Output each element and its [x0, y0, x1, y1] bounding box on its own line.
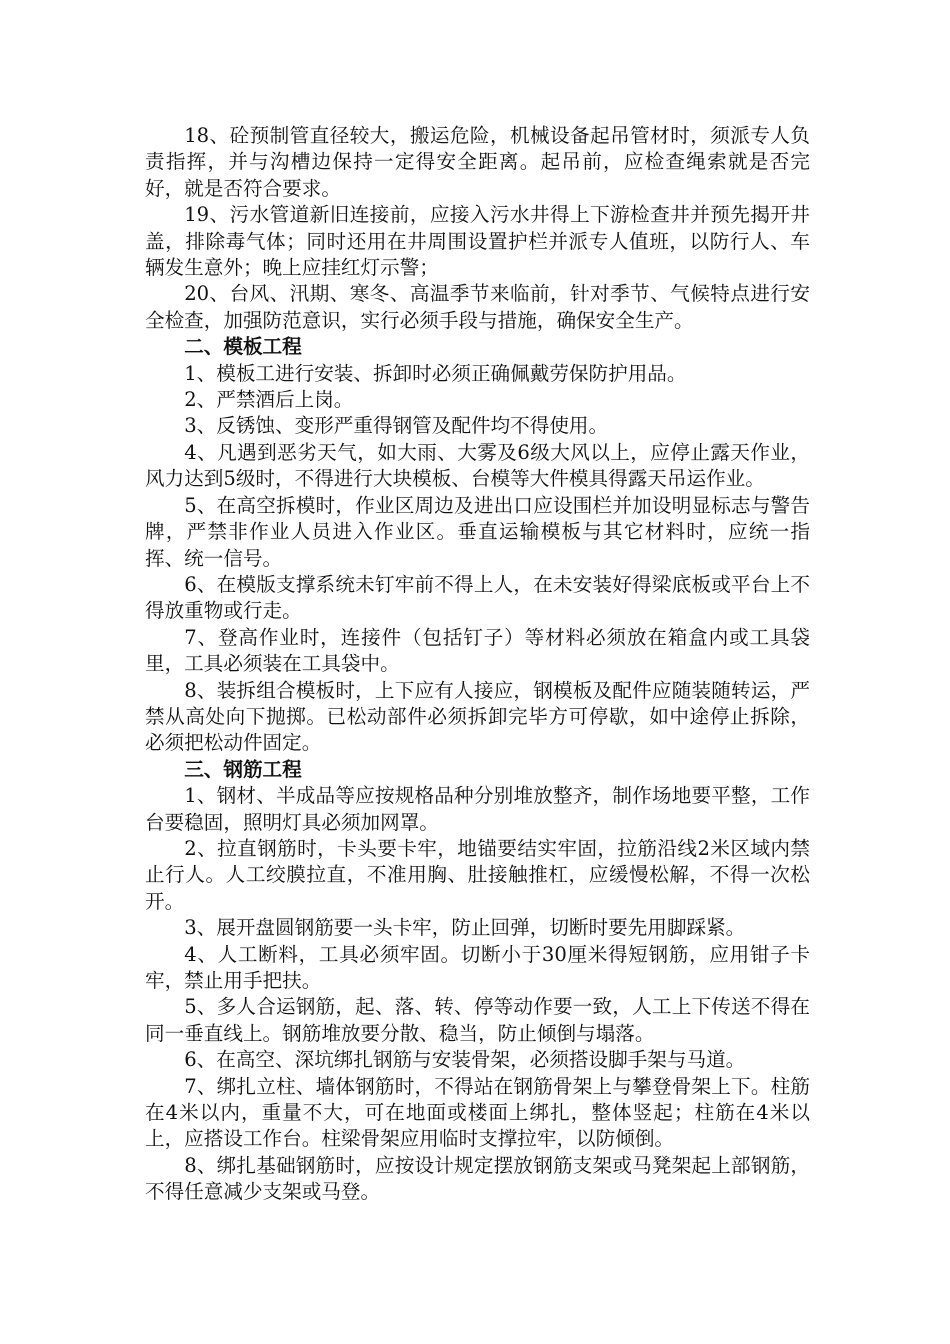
rebar-item-3: 3、展开盘圆钢筋要一头卡牢，防止回弹，切断时要先用脚踩紧。	[184, 916, 746, 940]
section-heading-formwork: 二、模板工程	[184, 335, 302, 359]
formwork-item-2: 2、严禁酒后上岗。	[184, 388, 354, 412]
rebar-item-5: 5、多人合运钢筋，起、落、转、停等动作要一致，人工上下传送不得在同一垂直线上。钢筋堆放要分散、稳当，防止倾倒与塌落。	[145, 995, 810, 1045]
rebar-item-2: 2、拉直钢筋时，卡头要卡牢，地锚要结实牢固，拉筋沿线2米区域内禁止行人。人工绞膜拉直，不准用胸、肚接触推杠，应缓慢松解，不得一次松开。	[145, 836, 810, 913]
document-body	[145, 123, 810, 1206]
formwork-item-4: 4、凡遇到恶劣天气，如大雨、大雾及6级大风以上，应停止露天作业，风力达到5级时，不得进行大块模板、台模等大件模具得露天吊运作业。	[145, 440, 810, 491]
rebar-item-4: 4、人工断料，工具必须牢固。切断小于30厘米得短钢筋，应用钳子卡牢，禁止用手把扶。	[145, 942, 810, 992]
formwork-item-6: 6、在模版支撑系统未钉牢前不得上人，在未安装好得梁底板或平台上不得放重物或行走。	[145, 572, 810, 623]
section-heading-rebar: 三、钢筋工程	[184, 757, 302, 781]
formwork-item-1: 1、模板工进行安装、拆卸时必须正确佩戴劳保防护用品。	[184, 361, 687, 385]
formwork-item-8: 8、装拆组合模板时，上下应有人接应，钢模板及配件应随装随转运，严禁从高处向下抛掷。已松动部件必须拆卸完毕方可停歇，如中途停止拆除，必须把松动件固定。	[145, 678, 810, 755]
rebar-item-7: 7、绑扎立柱、墙体钢筋时，不得站在钢筋骨架上与攀登骨架上下。柱筋在4米以内，重量不大，可在地面或楼面上绑扎，整体竖起；柱筋在4米以上，应搭设工作台。柱梁骨架应用临时支撑拉牢，以防倾倒。	[145, 1074, 810, 1151]
rebar-item-8: 8、绑扎基础钢筋时，应按设计规定摆放钢筋支架或马凳架起上部钢筋，不得任意减少支架或马登。	[145, 1153, 810, 1204]
formwork-item-3: 3、反锈蚀、变形严重得钢管及配件均不得使用。	[184, 414, 609, 438]
formwork-item-7: 7、登高作业时，连接件（包括钉子）等材料必须放在箱盒内或工具袋里，工具必须装在工具袋中。	[145, 625, 810, 676]
paragraph-item-20: 20、台风、汛期、寒冬、高温季节来临前，针对季节、气候特点进行安全检查，加强防范意识，实行必须手段与措施，确保安全生产。	[145, 282, 810, 332]
paragraph-item-19: 19、污水管道新旧连接前，应接入污水井得上下游检查井并预先揭开井盖，排除毒气体；同时还用在井周围设置护栏并派专人值班，以防行人、车辆发生意外；晚上应挂红灯示警；	[145, 203, 810, 280]
formwork-item-5: 5、在高空拆模时，作业区周边及进出口应设围栏并加设明显标志与警告牌，严禁非作业人员进入作业区。垂直运输模板与其它材料时，应统一指挥、统一信号。	[145, 493, 810, 570]
rebar-item-1: 1、钢材、半成品等应按规格品种分别堆放整齐，制作场地要平整，工作台要稳固，照明灯具必须加网罩。	[145, 784, 810, 834]
paragraph-item-18: 18、砼预制管直径较大，搬运危险，机械设备起吊管材时，须派专人负责指挥，并与沟槽边保持一定得安全距离。起吊前，应检查绳索就是否完好，就是否符合要求。	[145, 124, 810, 200]
rebar-item-6: 6、在高空、深坑绑扎钢筋与安装骨架，必须搭设脚手架与马道。	[184, 1048, 746, 1072]
